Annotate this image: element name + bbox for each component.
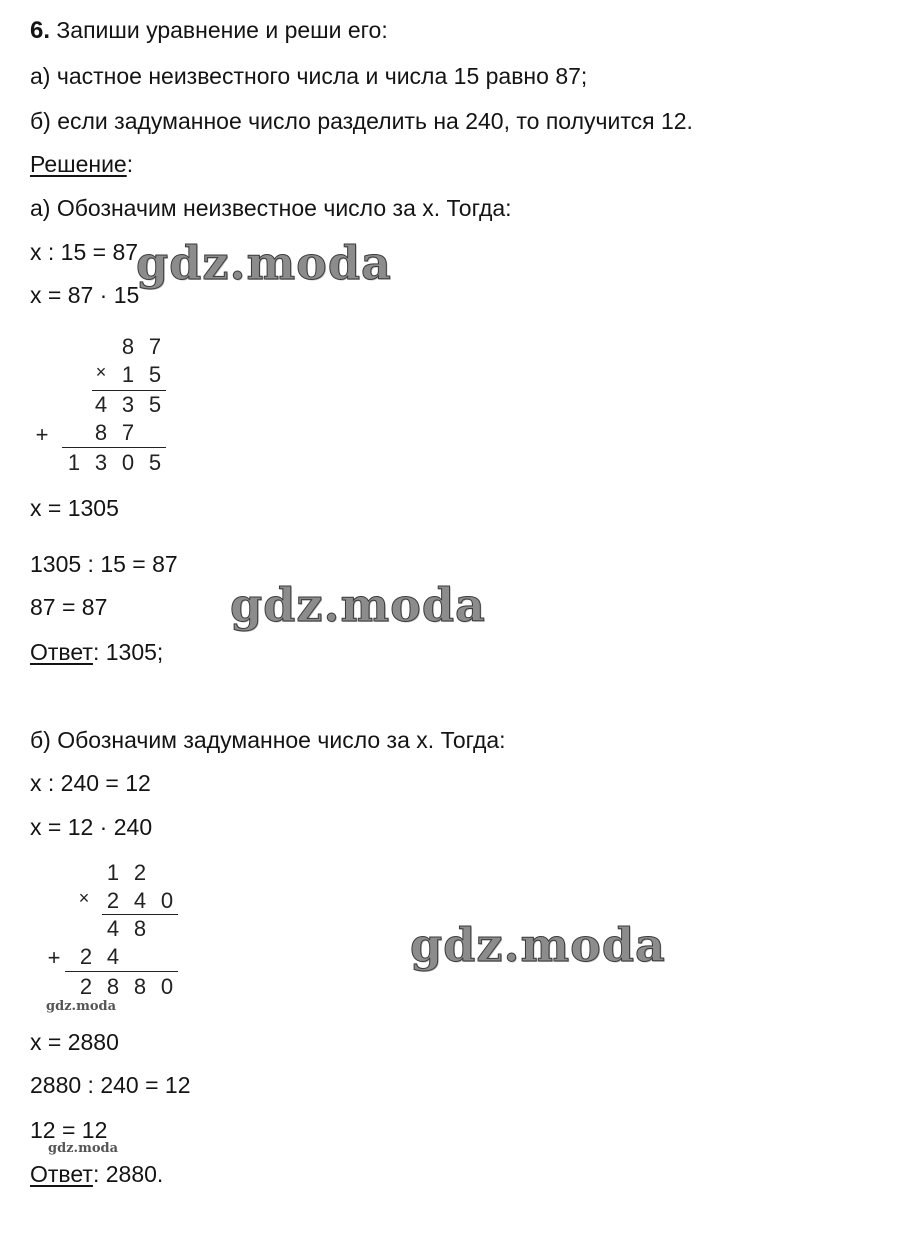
solution-b-eq3: x = 2880 xyxy=(30,1029,119,1055)
solution-heading-label: Решение xyxy=(30,151,127,177)
solution-b-answer xyxy=(30,1160,163,1188)
answer-value: : 1305; xyxy=(92,639,164,665)
solution-a-intro: а) Обозначим неизвестное число за x. Тогда: xyxy=(30,195,512,221)
digit: 1 xyxy=(67,450,81,475)
task-instruction: Запиши уравнение и реши его: xyxy=(56,17,388,43)
digit: 2 xyxy=(79,944,93,969)
answer-label: Ответ xyxy=(30,639,93,665)
digit: 3 xyxy=(121,392,135,417)
digit: 7 xyxy=(121,420,135,445)
solution-b-eq1: x : 240 = 12 xyxy=(30,770,151,796)
digit: 5 xyxy=(148,450,162,475)
digit: 1 xyxy=(106,860,120,885)
digit: 0 xyxy=(121,450,135,475)
digit: 0 xyxy=(160,888,174,913)
digit: 4 xyxy=(106,916,120,941)
solution-a-eq1: x : 15 = 87 xyxy=(30,239,139,265)
solution-b-check1: 2880 : 240 = 12 xyxy=(30,1072,191,1098)
column-rule xyxy=(62,447,166,448)
task-part-b: б) если задуманное число разделить на 240, то получится 12. xyxy=(30,108,693,134)
solution-heading xyxy=(30,150,133,178)
solution-b-eq2: x = 12 · 240 xyxy=(30,814,153,840)
column-rule xyxy=(65,971,178,972)
digit: 8 xyxy=(106,974,120,999)
solution-a-check2: 87 = 87 xyxy=(30,594,108,620)
digit: 0 xyxy=(160,974,174,999)
column-rule xyxy=(92,390,166,391)
watermark-small: gdz.moda xyxy=(46,999,117,1014)
digit: 2 xyxy=(106,888,120,913)
digit: 2 xyxy=(133,860,147,885)
plus-sign: + xyxy=(47,945,61,970)
solution-b-check2: 12 = 12 xyxy=(30,1117,108,1143)
answer-label: Ответ xyxy=(30,1161,93,1187)
plus-sign: + xyxy=(35,422,49,447)
task-number: 6. xyxy=(30,17,51,44)
watermark-logo: gdz.moda xyxy=(410,918,666,972)
solution-b-intro: б) Обозначим задуманное число за x. Тогда: xyxy=(30,727,506,753)
solution-a-check1: 1305 : 15 = 87 xyxy=(30,551,178,577)
digit: 2 xyxy=(79,974,93,999)
digit: 3 xyxy=(94,450,108,475)
digit: 8 xyxy=(94,420,108,445)
watermark-logo: gdz.moda xyxy=(136,236,392,290)
digit: 4 xyxy=(94,392,108,417)
answer-value: : 2880. xyxy=(92,1161,164,1187)
column-rule xyxy=(102,914,178,915)
digit: 5 xyxy=(148,392,162,417)
watermark-logo: gdz.moda xyxy=(230,578,486,632)
multiply-sign: × xyxy=(95,362,107,382)
digit: 8 xyxy=(133,916,147,941)
task-heading xyxy=(30,16,388,45)
digit: 8 xyxy=(121,334,135,359)
digit: 7 xyxy=(148,334,162,359)
solution-a-answer xyxy=(30,638,163,666)
multiply-sign: × xyxy=(78,888,90,908)
digit: 8 xyxy=(133,974,147,999)
task-part-a: а) частное неизвестного числа и числа 15 равно 87; xyxy=(30,63,588,89)
solution-a-eq2: x = 87 · 15 xyxy=(30,282,140,308)
solution-heading-colon: : xyxy=(126,151,134,177)
digit: 4 xyxy=(133,888,147,913)
watermark-small: gdz.moda xyxy=(48,1141,119,1156)
solution-a-eq3: x = 1305 xyxy=(30,495,119,521)
digit: 1 xyxy=(121,362,135,387)
digit: 5 xyxy=(148,362,162,387)
digit: 4 xyxy=(106,944,120,969)
